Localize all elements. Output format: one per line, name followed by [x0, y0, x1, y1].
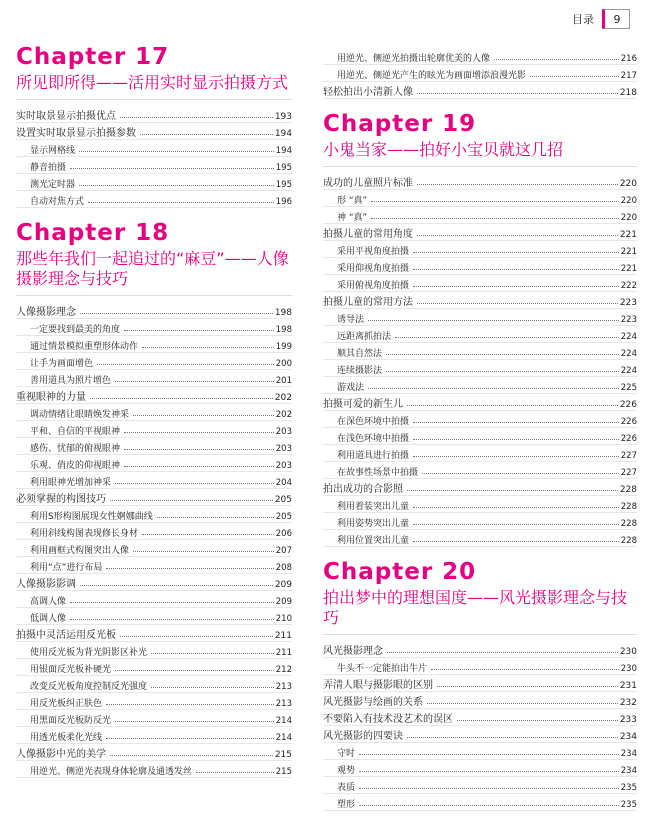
chapter-heading: Chapter 20: [323, 559, 477, 585]
dot-leader: [124, 466, 274, 467]
toc-entry[interactable]: [16, 472, 292, 489]
toc-entry-title: 拍出成功的合影照: [323, 484, 403, 495]
toc-entry-page: 234: [619, 732, 637, 742]
toc-entry-title: 风光摄影理念: [323, 646, 383, 657]
header-label: 目录: [572, 13, 594, 26]
dot-leader: [407, 737, 618, 738]
toc-entry-title: 利用位置突出儿童: [337, 536, 410, 546]
toc-entry-page: 227: [620, 451, 637, 461]
toc-entry-page: 226: [620, 417, 637, 427]
toc-entry-page: 234: [620, 749, 637, 759]
toc-entry-title: 设置实时取景显示拍摄参数: [16, 128, 136, 139]
toc-list: [16, 302, 292, 778]
toc-entry-page: 221: [620, 264, 637, 274]
toc-entry[interactable]: [16, 659, 292, 676]
toc-entry-page: 221: [619, 230, 637, 240]
toc-entry-title: 风光摄影与绘画的关系: [323, 697, 423, 708]
dot-leader: [90, 398, 273, 399]
toc-entry[interactable]: [16, 676, 292, 693]
toc-entry-page: 199: [275, 342, 292, 352]
toc-entry[interactable]: [323, 462, 637, 479]
chapter-block: [323, 111, 637, 547]
dot-leader: [140, 134, 273, 135]
dot-leader: [386, 371, 619, 372]
toc-entry-title: 远距离抓拍法: [337, 332, 392, 342]
dot-leader: [196, 772, 274, 773]
chapter-subtitle: 那些年我们一起追过的“麻豆”——人像摄影理念与技巧: [16, 249, 292, 296]
toc-entry[interactable]: [323, 65, 637, 82]
toc-entry-title: 风光摄影的四要诀: [323, 731, 403, 742]
toc-entry-page: 224: [620, 332, 637, 342]
toc-entry-title: 顺其自然法: [337, 349, 383, 359]
toc-entry-title: 采用平视角度拍摄: [337, 247, 410, 257]
toc-entry-page: 234: [620, 766, 637, 776]
toc-entry-page: 224: [620, 349, 637, 359]
toc-entry-title: 让手为画面增色: [30, 359, 94, 369]
toc-entry[interactable]: [16, 140, 292, 157]
dot-leader: [79, 151, 274, 152]
toc-entry-title: 用反光板纠正肤色: [30, 699, 103, 709]
toc-entry-page: 224: [620, 366, 637, 376]
toc-entry-page: 202: [275, 410, 292, 420]
toc-entry-title: 高调人像: [30, 597, 67, 607]
toc-entry[interactable]: [323, 726, 637, 743]
toc-entry-page: 228: [619, 485, 637, 495]
toc-entry-title: 使用反光板为背光阴影区补光: [30, 648, 148, 658]
toc-list: [323, 48, 637, 99]
toc-entry-page: 209: [275, 597, 292, 607]
toc-entry[interactable]: [16, 123, 292, 140]
toc-entry-title: 游戏法: [337, 383, 365, 393]
toc-entry-page: 228: [620, 519, 637, 529]
toc-entry-title: 在故事性场景中拍摄: [337, 468, 419, 478]
dot-leader: [359, 805, 619, 806]
toc-entry-page: 196: [275, 197, 292, 207]
toc-entry[interactable]: [323, 360, 637, 377]
toc-entry-title: 重视眼神的力量: [16, 392, 86, 403]
toc-entry[interactable]: [16, 642, 292, 659]
dot-leader: [70, 602, 274, 603]
toc-entry-page: 212: [275, 665, 292, 675]
toc-entry-title: 牛头不一定能拍出牛片: [337, 664, 428, 674]
toc-entry-page: 220: [619, 179, 637, 189]
dot-leader: [133, 415, 274, 416]
dot-leader: [115, 381, 274, 382]
toc-entry-page: 203: [275, 444, 292, 454]
toc-entry-title: 拍摄儿童的常用方法: [323, 297, 413, 308]
toc-entry-page: 202: [274, 393, 292, 403]
toc-entry-title: 观势: [337, 766, 356, 776]
toc-entry-title: 表质: [337, 783, 356, 793]
toc-entry[interactable]: [323, 530, 637, 547]
toc-entry-title: 形 “真”: [337, 196, 368, 206]
toc-entry-title: 神 “真”: [337, 213, 368, 223]
toc-entry-page: 228: [620, 502, 637, 512]
chapter-block: [323, 559, 637, 811]
left-column: [16, 44, 292, 790]
dot-leader: [431, 669, 619, 670]
toc-entry[interactable]: [323, 377, 637, 394]
dot-leader: [133, 551, 274, 552]
dot-leader: [413, 541, 619, 542]
toc-entry-page: 216: [620, 54, 637, 64]
toc-entry-title: 利用着装突出儿童: [337, 502, 410, 512]
toc-entry[interactable]: [323, 675, 637, 692]
dot-leader: [106, 568, 273, 569]
toc-entry-title: 人像摄影理念: [16, 307, 76, 318]
toc-entry-page: 220: [620, 213, 637, 223]
toc-entry[interactable]: [323, 445, 637, 462]
toc-entry[interactable]: [16, 438, 292, 455]
toc-entry-title: 人像摄影影调: [16, 579, 76, 590]
toc-entry[interactable]: [323, 777, 637, 794]
toc-entry[interactable]: [16, 404, 292, 421]
toc-entry-page: 217: [620, 71, 637, 81]
dot-leader: [106, 738, 274, 739]
dot-leader: [110, 755, 273, 756]
toc-entry-page: 230: [620, 664, 637, 674]
toc-entry-page: 203: [275, 461, 292, 471]
toc-entry[interactable]: [16, 336, 292, 353]
right-column: [323, 42, 637, 823]
chapter-block: [16, 44, 292, 208]
toc-entry-title: 利用画框式构图突出人像: [30, 546, 130, 556]
toc-entry-title: 感伤、忧郁的俯视眼神: [30, 444, 121, 454]
toc-entry-title: 实时取景显示拍摄优点: [16, 111, 116, 122]
toc-entry-page: 223: [619, 298, 637, 308]
toc-entry-title: 用透光板柔化光线: [30, 733, 103, 743]
dot-leader: [494, 59, 619, 60]
toc-entry[interactable]: [16, 557, 292, 574]
toc-entry-title: 拍摄可爱的新生儿: [323, 399, 403, 410]
toc-entry-title: 人像摄影中光的美学: [16, 749, 106, 760]
chapter-block: [323, 48, 637, 99]
toc-entry-page: 210: [275, 614, 292, 624]
toc-entry[interactable]: [323, 709, 637, 726]
dot-leader: [151, 687, 274, 688]
toc-entry-page: 231: [619, 681, 637, 691]
toc-entry-page: 205: [275, 512, 292, 522]
toc-entry-title: 成功的儿童照片标准: [323, 178, 413, 189]
toc-entry-title: 不要陷入有技术没艺术的误区: [323, 714, 453, 725]
toc-entry-page: 198: [274, 308, 292, 318]
dot-leader: [371, 218, 619, 219]
toc-entry-page: 232: [619, 698, 637, 708]
chapter-heading: Chapter 17: [16, 44, 170, 70]
toc-entry[interactable]: [16, 174, 292, 191]
dot-leader: [387, 652, 618, 653]
toc-entry[interactable]: [16, 191, 292, 208]
toc-entry[interactable]: [323, 343, 637, 360]
toc-entry[interactable]: [323, 173, 637, 190]
toc-entry-page: 226: [620, 434, 637, 444]
toc-entry-title: 显示网格线: [30, 146, 76, 156]
toc-entry-page: 218: [619, 88, 637, 98]
dot-leader: [115, 721, 274, 722]
toc-entry[interactable]: [323, 258, 637, 275]
toc-entry-title: 轻松拍出小清新人像: [323, 87, 413, 98]
toc-entry[interactable]: [323, 224, 637, 241]
toc-entry[interactable]: [16, 489, 292, 506]
dot-leader: [157, 517, 274, 518]
toc-entry[interactable]: [16, 370, 292, 387]
dot-leader: [413, 524, 619, 525]
dot-leader: [395, 337, 619, 338]
dot-leader: [120, 636, 273, 637]
toc-entry-title: 用逆光、侧逆光产生的眩光为画面增添浪漫光影: [337, 71, 527, 81]
dot-leader: [115, 670, 274, 671]
toc-entry-page: 193: [274, 112, 292, 122]
toc-entry-page: 211: [275, 648, 292, 658]
toc-entry-title: 利用“点”进行布局: [30, 563, 103, 573]
toc-entry-page: 209: [274, 580, 292, 590]
toc-entry-title: 用逆光、侧逆光拍摄出轮廓优美的人像: [337, 54, 491, 64]
dot-leader: [142, 347, 274, 348]
toc-entry-title: 调动情绪让眼睛焕发神采: [30, 410, 130, 420]
toc-entry-page: 215: [274, 750, 292, 760]
toc-entry-title: 通过情景模拟重塑形体动作: [30, 342, 139, 352]
toc-entry[interactable]: [323, 394, 637, 411]
dot-leader: [70, 619, 274, 620]
toc-entry-title: 拍摄中灵活运用反光板: [16, 630, 116, 641]
chapter-subtitle: 所见即所得——活用实时显示拍摄方式: [16, 73, 292, 100]
toc-entry[interactable]: [323, 48, 637, 65]
toc-entry[interactable]: [323, 241, 637, 258]
toc-entry-page: 195: [275, 163, 292, 173]
toc-entry-page: 204: [275, 478, 292, 488]
toc-entry-page: 235: [620, 783, 637, 793]
toc-entry-title: 采用仰视角度拍摄: [337, 264, 410, 274]
toc-entry[interactable]: [16, 319, 292, 336]
toc-entry-title: 用银面反光板补硬光: [30, 665, 112, 675]
toc-entry-title: 利用斜线构图表现修长身材: [30, 529, 139, 539]
toc-entry-title: 弄清人眼与摄影眼的区别: [323, 680, 433, 691]
toc-entry[interactable]: [323, 326, 637, 343]
dot-leader: [359, 788, 619, 789]
toc-entry-page: 226: [619, 400, 637, 410]
toc-entry[interactable]: [323, 743, 637, 760]
toc-entry[interactable]: [323, 496, 637, 513]
toc-entry[interactable]: [323, 692, 637, 709]
toc-entry-page: 195: [275, 180, 292, 190]
toc-entry-page: 220: [620, 196, 637, 206]
toc-entry-title: 诱导法: [337, 315, 365, 325]
dot-leader: [142, 534, 274, 535]
toc-entry-page: 200: [275, 359, 292, 369]
toc-entry-page: 194: [275, 146, 292, 156]
toc-entry-page: 214: [275, 716, 292, 726]
dot-leader: [407, 405, 618, 406]
toc-entry-page: 227: [620, 468, 637, 478]
toc-entry-page: 221: [620, 247, 637, 257]
toc-entry[interactable]: [323, 794, 637, 811]
toc-entry-title: 在深色环境中拍摄: [337, 417, 410, 427]
toc-entry[interactable]: [16, 744, 292, 761]
toc-entry-page: 205: [274, 495, 292, 505]
toc-entry[interactable]: [323, 292, 637, 309]
page-number: 9: [602, 9, 630, 29]
toc-entry[interactable]: [16, 591, 292, 608]
toc-entry-title: 采用俯视角度拍摄: [337, 281, 410, 291]
toc-entry-page: 194: [274, 129, 292, 139]
toc-entry-page: 215: [275, 767, 292, 777]
toc-entry[interactable]: [16, 387, 292, 404]
dot-leader: [359, 771, 619, 772]
toc-entry-title: 必须掌握的构图技巧: [16, 494, 106, 505]
toc-entry[interactable]: [16, 574, 292, 591]
toc-entry-title: 自动对焦方式: [30, 197, 85, 207]
toc-entry[interactable]: [16, 693, 292, 710]
toc-entry-page: 207: [275, 546, 292, 556]
dot-leader: [97, 364, 274, 365]
toc-entry[interactable]: [16, 727, 292, 744]
toc-entry-page: 233: [619, 715, 637, 725]
dot-leader: [124, 330, 274, 331]
dot-leader: [106, 704, 274, 705]
toc-entry-title: 低调人像: [30, 614, 67, 624]
toc-entry-page: 198: [275, 325, 292, 335]
toc-entry[interactable]: [323, 513, 637, 530]
toc-entry-title: 静音拍摄: [30, 163, 67, 173]
toc-entry-title: 善用道具为照片增色: [30, 376, 112, 386]
dot-leader: [110, 500, 273, 501]
toc-entry-page: 223: [620, 315, 637, 325]
toc-entry-title: 塑形: [337, 800, 356, 810]
toc-entry[interactable]: [323, 207, 637, 224]
chapter-block: [16, 220, 292, 778]
toc-entry-page: 222: [620, 281, 637, 291]
toc-entry-page: 213: [275, 682, 292, 692]
toc-entry-page: 201: [275, 376, 292, 386]
toc-entry-title: 平和、自信的平视眼神: [30, 427, 121, 437]
toc-entry[interactable]: [16, 540, 292, 557]
toc-entry-title: 连续摄影法: [337, 366, 383, 376]
toc-entry-page: 206: [275, 529, 292, 539]
toc-entry[interactable]: [323, 411, 637, 428]
toc-entry-title: 测光定时器: [30, 180, 76, 190]
dot-leader: [386, 354, 619, 355]
dot-leader: [417, 93, 618, 94]
toc-list: [323, 641, 637, 811]
toc-entry[interactable]: [323, 641, 637, 658]
toc-entry-title: 利用姿势突出儿童: [337, 519, 410, 529]
toc-list: [323, 173, 637, 547]
dot-leader: [371, 201, 619, 202]
dot-leader: [413, 286, 619, 287]
dot-leader: [413, 422, 619, 423]
toc-entry-page: 235: [620, 800, 637, 810]
toc-entry[interactable]: [323, 760, 637, 777]
toc-entry-page: 208: [275, 563, 292, 573]
toc-entry-title: 乐观、俏皮的仰视眼神: [30, 461, 121, 471]
toc-entry[interactable]: [323, 190, 637, 207]
dot-leader: [413, 456, 619, 457]
toc-entry[interactable]: [16, 302, 292, 319]
toc-entry[interactable]: [16, 710, 292, 727]
dot-leader: [88, 202, 274, 203]
dot-leader: [115, 483, 274, 484]
page-header: [572, 8, 630, 30]
toc-entry-page: 214: [275, 733, 292, 743]
dot-leader: [417, 235, 618, 236]
toc-entry-page: 211: [274, 631, 292, 641]
toc-entry-page: 213: [275, 699, 292, 709]
toc-entry-title: 一定要找到最美的角度: [30, 325, 121, 335]
toc-entry-page: 225: [620, 383, 637, 393]
toc-entry-title: 守时: [337, 749, 356, 759]
dot-leader: [70, 168, 274, 169]
toc-entry[interactable]: [16, 608, 292, 625]
toc-entry[interactable]: [16, 421, 292, 438]
toc-entry-title: 利用S形构图展现女性婀娜曲线: [30, 512, 153, 522]
dot-leader: [413, 507, 619, 508]
toc-entry-page: 230: [619, 647, 637, 657]
chapter-subtitle: 拍出梦中的理想国度——风光摄影理念与技巧: [323, 588, 637, 635]
toc-entry[interactable]: [16, 353, 292, 370]
dot-leader: [124, 432, 274, 433]
toc-entry[interactable]: [16, 761, 292, 778]
toc-entry[interactable]: [16, 106, 292, 123]
toc-entry-title: 利用道具进行拍摄: [337, 451, 410, 461]
toc-entry[interactable]: [16, 455, 292, 472]
dot-leader: [80, 585, 273, 586]
toc-entry-page: 203: [275, 427, 292, 437]
toc-entry[interactable]: [323, 428, 637, 445]
dot-leader: [427, 703, 618, 704]
toc-entry[interactable]: [16, 625, 292, 642]
dot-leader: [124, 449, 274, 450]
toc-entry[interactable]: [323, 82, 637, 99]
toc-entry-title: 在浅色环境中拍摄: [337, 434, 410, 444]
chapter-subtitle: 小鬼当家——拍好小宝贝就这几招: [323, 140, 637, 167]
dot-leader: [79, 185, 274, 186]
toc-entry-title: 用逆光、侧逆光表现身体轮廓及通透发丝: [30, 767, 193, 777]
dot-leader: [437, 686, 618, 687]
dot-leader: [530, 76, 619, 77]
dot-leader: [413, 252, 619, 253]
toc-entry[interactable]: [323, 479, 637, 496]
toc-entry[interactable]: [323, 275, 637, 292]
toc-entry-page: 228: [620, 536, 637, 546]
dot-leader: [151, 653, 274, 654]
toc-entry-title: 用黑面反光板防反光: [30, 716, 112, 726]
toc-list: [16, 106, 292, 208]
toc-entry[interactable]: [16, 157, 292, 174]
dot-leader: [407, 490, 618, 491]
dot-leader: [368, 388, 619, 389]
toc-entry-title: 改变反光板角度控制反光强度: [30, 682, 148, 692]
dot-leader: [417, 184, 618, 185]
toc-entry[interactable]: [16, 523, 292, 540]
dot-leader: [413, 269, 619, 270]
dot-leader: [457, 720, 618, 721]
chapter-heading: Chapter 19: [323, 111, 477, 137]
toc-entry[interactable]: [323, 658, 637, 675]
dot-leader: [368, 320, 619, 321]
dot-leader: [359, 754, 619, 755]
dot-leader: [120, 117, 273, 118]
dot-leader: [80, 313, 273, 314]
dot-leader: [417, 303, 618, 304]
toc-entry-title: 拍摄儿童的常用角度: [323, 229, 413, 240]
toc-entry-title: 利用眼神光增加神采: [30, 478, 112, 488]
dot-leader: [413, 439, 619, 440]
chapter-heading: Chapter 18: [16, 220, 170, 246]
toc-entry[interactable]: [16, 506, 292, 523]
dot-leader: [422, 473, 619, 474]
toc-entry[interactable]: [323, 309, 637, 326]
